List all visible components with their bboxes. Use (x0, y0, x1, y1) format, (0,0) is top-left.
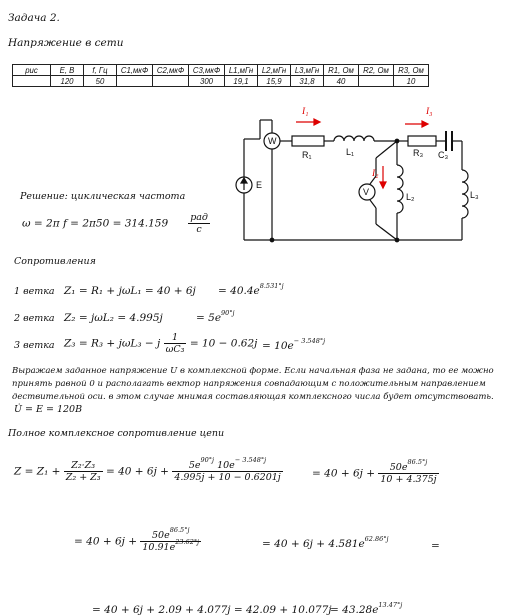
z-fraction-4 (140, 526, 201, 553)
task-title: Задача 2. (8, 12, 60, 24)
branch1-label: 1 ветка (14, 286, 55, 297)
total-row-1-right (312, 458, 439, 485)
z-frac1-num: Z₂·Z₃ (64, 460, 103, 472)
table-value-cell: 300 (189, 76, 225, 87)
branch2-polar-exp: 90°j (221, 309, 235, 317)
frac3-den: 10 + 4.375j (380, 474, 437, 485)
table-header-cell: R1, Ом (324, 65, 359, 76)
omega-formula (22, 212, 210, 235)
l3-label: L₃ (470, 190, 479, 200)
table-header-cell: R2, Ом (359, 65, 394, 76)
row2-mid-exp: 62.86°j (364, 535, 389, 543)
table-header-cell: L1,мГн (225, 65, 258, 76)
frac4-den-exp: 23.62°j (175, 538, 200, 546)
row2-eq: = 40 + 6j + (74, 535, 138, 548)
parameters-table (12, 64, 429, 87)
branch3-polar-exp: − 3.548°j (293, 337, 326, 345)
table-value-cell: 19,1 (225, 76, 258, 87)
z-eq-40: = 40 + 6j + (105, 465, 169, 478)
source-e-label: E (256, 180, 263, 190)
z-eq-40-b: = 40 + 6j + (312, 467, 376, 480)
table-value-cell: 40 (324, 76, 359, 87)
solution-label: Решение: циклическая частота (20, 191, 186, 202)
branch3-frac-den: ωC₃ (165, 344, 185, 355)
paragraph-line-1: Выражаем заданное напряжение U в комплексной форме. Если начальная фаза не задана, то ее можно (12, 366, 494, 376)
total-row-1 (14, 456, 283, 483)
total-row-3-result (330, 601, 403, 616)
row3-res: = 43.28e (330, 604, 379, 616)
frac4-den: 10.91e (142, 542, 176, 553)
frac4-num-exp: 86.5°j (169, 526, 190, 534)
branch3-tail: = 10 − 0.62j (189, 337, 258, 350)
omega-unit-num: рад (190, 212, 208, 223)
table-value-cell: 15,9 (258, 76, 291, 87)
branch2-label: 2 ветка (14, 313, 55, 324)
i1-label: I₁ (302, 107, 309, 117)
table-value-cell: 120 (51, 76, 84, 87)
total-row-2-mid (262, 535, 389, 550)
table-header-cell: рис (13, 65, 51, 76)
row3-res-exp: 13.47°j (378, 601, 403, 609)
table-header-cell: C2,мкФ (153, 65, 189, 76)
total-row-2 (74, 526, 201, 553)
table-header-cell: f, Гц (84, 65, 117, 76)
branch3-formula (64, 332, 257, 355)
table-value-cell (359, 76, 394, 87)
frac2-den: 4.995j + 10 − 0.6201j (174, 472, 281, 483)
frac2-num-b: 10e (214, 460, 235, 471)
voltmeter-label: V (363, 187, 370, 197)
table-value-cell: 10 (394, 76, 429, 87)
l2-coil (397, 165, 403, 213)
branch1-polar-exp: 8.531°j (259, 282, 284, 290)
frac3-num: 50e (389, 462, 408, 473)
l3-coil (462, 170, 468, 218)
mains-voltage-heading: Напряжение в сети (8, 37, 124, 49)
branch1-formula: Z₁ = R₁ + jωL₁ = 40 + 6j (64, 285, 196, 297)
omega-unit (188, 212, 210, 235)
total-impedance-heading: Полное комплексное сопротивление цепи (8, 428, 225, 439)
z-fraction-3 (378, 458, 438, 485)
table-header-cell: L3,мГн (291, 65, 324, 76)
frac3-num-exp: 86.5°j (407, 458, 428, 466)
resistances-heading: Сопротивления (14, 256, 96, 267)
branch3-fraction (164, 332, 187, 355)
r1-resistor (292, 136, 324, 146)
branch2-formula: Z₂ = jωL₂ = 4.995j (64, 312, 163, 324)
table-header-cell: C3,мкФ (189, 65, 225, 76)
r1-label: R₁ (302, 150, 312, 160)
table-header-cell: L2,мГн (258, 65, 291, 76)
branch3-frac-num: 1 (164, 332, 187, 344)
table-value-row (13, 76, 429, 87)
table-header-cell: C1,мкФ (117, 65, 153, 76)
c3-label: C₃ (438, 150, 449, 160)
row2-mid: = 40 + 6j + 4.581e (262, 538, 365, 550)
i3-label: I₃ (426, 107, 433, 117)
table-value-cell: 50 (84, 76, 117, 87)
r3-resistor (408, 136, 436, 146)
wattmeter-label: W (268, 136, 277, 146)
table-value-cell (153, 76, 189, 87)
z-frac1-den: Z₂ + Z₃ (65, 472, 101, 483)
frac2-num-a: 5e (188, 460, 201, 471)
table-value-cell (117, 76, 153, 87)
omega-unit-den: с (196, 224, 202, 235)
table-header-cell: R3, Ом (394, 65, 429, 76)
z-lhs: Z = Z₁ + (14, 465, 61, 478)
z-fraction-2 (172, 456, 282, 483)
paragraph-line-3: дествительной оси. в этом случае мнимая составляющая комплексного числа будет отсутствовать. (12, 392, 494, 402)
row3-expr: = 40 + 6j + 2.09 + 4.077j = 42.09 + 10.077j (92, 604, 332, 616)
branch1-polar (218, 282, 284, 297)
branch3-polar (262, 337, 326, 352)
voltage-equation: U̇ = E = 120B (14, 404, 83, 415)
table-header-row (13, 65, 429, 76)
branch1-polar-base: = 40.4e (218, 285, 260, 297)
i2-label: I₂ (372, 169, 379, 179)
frac2-num-b-exp: − 3.548°j (234, 456, 267, 464)
total-row-3 (92, 604, 332, 616)
l1-coil (334, 136, 374, 141)
paragraph-line-2: принять равной 0 и располагать вектор напряжения совпадающим с положительным направлением (12, 379, 486, 389)
branch2-polar (196, 309, 235, 324)
r3-label: R₃ (413, 148, 424, 158)
branch3-polar-base: = 10e (262, 340, 294, 352)
table-header-cell: E, B (51, 65, 84, 76)
table-value-cell: 31,8 (291, 76, 324, 87)
branch2-polar-base: = 5e (196, 312, 222, 324)
z-fraction-1 (64, 460, 103, 483)
row2-end: = (431, 540, 440, 552)
l2-label: L₂ (406, 192, 415, 202)
branch3-label: 3 ветка (14, 340, 55, 351)
l1-label: L₁ (346, 147, 355, 157)
circuit-diagram (230, 100, 485, 245)
table-value-cell (13, 76, 51, 87)
frac2-num-a-exp: 90°j (200, 456, 215, 464)
frac4-num: 50e (152, 530, 170, 541)
omega-expression: ω = 2π f = 2π50 = 314.159 (22, 217, 169, 230)
branch3-expr: Z₃ = R₃ + jωL₃ − j (64, 337, 161, 350)
